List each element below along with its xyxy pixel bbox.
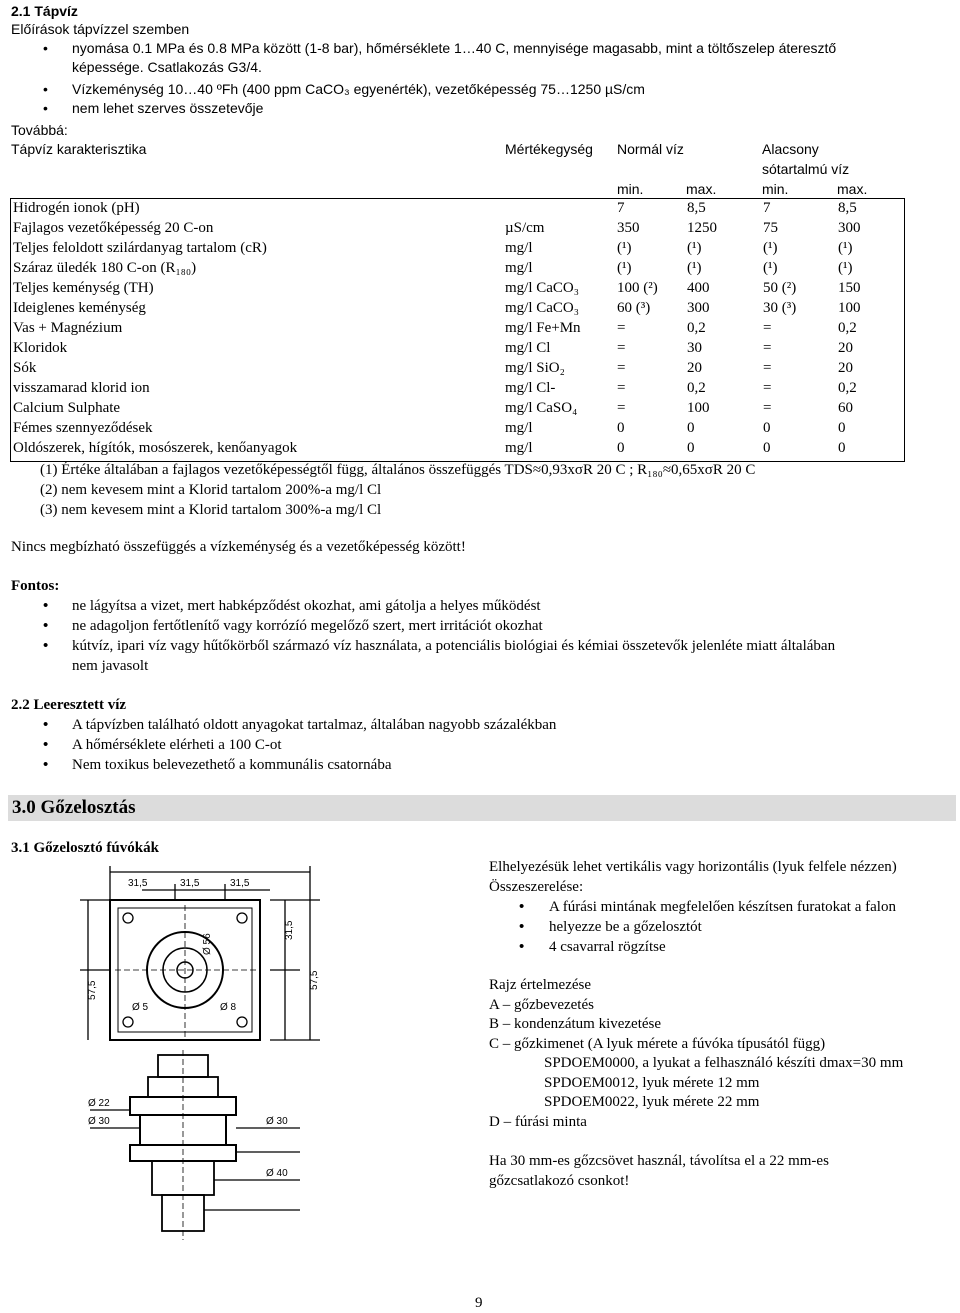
dim-label: Ø 5 [132,1002,149,1013]
bullet-icon: • [43,40,48,56]
table-cell: 20 [687,360,702,376]
table-cell: µS/cm [505,220,545,236]
table-cell: 60 [838,400,853,416]
table-cell: (¹) [687,240,702,256]
table-cell: Fajlagos vezetőképesség 20 C-on [13,220,214,236]
bullet-icon: • [519,898,525,915]
table-row [11,279,904,299]
table-cell: Ideiglenes keménység [13,300,146,316]
water-spec-table [10,198,905,462]
table-cell: Calcium Sulphate [13,400,121,416]
footnote-1: (1) Értéke általában a fajlagos vezetőképességtől függ, általános összefüggés TDS≈0,93xσR 20 C ; R₁₈₀≈0,65xσR 20 C [40,462,756,478]
table-cell: (¹) [838,260,853,276]
fontos-label: Fontos: [11,578,60,594]
table-cell: = [617,340,626,356]
table-cell: 350 [617,220,640,236]
bullet-icon: • [519,938,525,955]
table-cell: 0 [763,440,771,456]
table-cell: = [763,340,772,356]
dim-label: Ø 22 [88,1098,110,1109]
table-row [11,319,904,339]
table-cell: = [763,400,772,416]
table-cell: Teljes keménység (TH) [13,280,154,296]
table-cell: 150 [838,280,861,296]
th-sotartalmu: sótartalmú víz [762,161,850,177]
table-cell: Kloridok [13,340,68,356]
table-cell: 50 (²) [763,280,797,296]
table-cell: (¹) [687,260,702,276]
footnote-3: (3) nem kevesem mint a Klorid tartalom 300%-a mg/l Cl [40,502,382,518]
bullet-icon: • [43,81,48,97]
placement-text: Elhelyezésük lehet vertikális vagy horizontális (lyuk felfele nézzen) [489,859,897,875]
table-cell: 0,2 [838,320,857,336]
nozzle-description: Elhelyezésük lehet vertikális vagy horizontális (lyuk felfele nézzen) Összeszerelése: • A fúrási mintának megfelelően készítsen furatokat a falon • helyezze be a gőzelosztót • 4 csavarral rögzítse [489,857,949,957]
table-cell: 0 [838,440,846,456]
tovabba-label: Továbbá: [11,122,68,138]
dim-label: 31,5 [230,878,250,889]
table-cell: 8,5 [838,200,857,216]
th-min-2: min. [762,181,789,197]
th-min-1: min. [617,181,644,197]
section-title-2-2: 2.2 Leeresztett víz [11,697,127,713]
table-cell: (¹) [763,240,778,256]
table-row [11,379,904,399]
table-cell: = [617,320,626,336]
table-cell: mg/l [505,420,533,436]
table-cell: 400 [687,280,710,296]
table-cell: = [763,380,772,396]
table-row [11,419,904,439]
table-cell: Fémes szennyeződések [13,420,153,436]
table-cell: mg/l [505,440,533,456]
table-row [11,299,904,319]
bullet-icon: • [43,736,49,753]
table-cell: mg/l CaSO₄ [505,400,578,416]
table-cell: Száraz üledék 180 C-on (R₁₈₀) [13,260,197,276]
table-cell: 1250 [687,220,717,236]
nozzle-drawing [70,860,370,1270]
table-cell: 100 [838,300,861,316]
assembly-label: Összeszerelése: [489,879,584,895]
water-spec-rows [11,199,904,459]
section-title-3-0: 3.0 Gőzelosztás [8,795,956,821]
footnotes [40,460,940,520]
table-cell: Teljes feloldott szilárdanyag tartalom (cR) [13,240,267,256]
section-title-3-1: 3.1 Gőzelosztó fúvókák [11,840,159,856]
table-row [11,439,904,459]
drawing-legend: Rajz értelmezése A – gőzbevezetés B – kondenzátum kivezetése C – gőzkimenet (A lyuk mérete a fúvóka típusától függ) SPDOEM0000, a lyukat a felhasználó készíti dmax=30 mm SPDOEM0012, lyuk mérete 12 mm SPDOEM0022, lyuk mérete 22 mm D – fúrási minta [489,977,904,1130]
bullet-icon: • [43,597,49,614]
footnote-2: (2) nem kevesem mint a Klorid tartalom 200%-a mg/l Cl [40,482,382,498]
nincs-note: Nincs megbízható összefüggés a vízkeménység és a vezetőképesség között! [11,539,466,555]
table-cell: = [763,320,772,336]
table-cell: Vas + Magnézium [13,320,123,336]
dim-label: 31,5 [128,878,148,889]
dim-label: Ø 8 [220,1002,237,1013]
table-cell: 300 [838,220,861,236]
table-cell: mg/l Fe+Mn [505,320,581,336]
dim-label: 31,5 [180,878,200,889]
table-cell [503,199,615,219]
section-title-2-1: 2.1 Tápvíz [11,3,78,19]
table-cell: (¹) [617,260,632,276]
page-number: 9 [475,1295,483,1311]
table-cell: 100 (²) [617,280,658,296]
table-cell: mg/l Cl- [505,380,556,396]
table-row [11,259,904,279]
dim-label: 57,5 [309,970,320,990]
table-cell: 0 [763,420,771,436]
leeresztett-list: • A tápvízben található oldott anyagokat tartalmaz, általában nagyobb százalékban • A hőmérséklete elérheti a 100 C-ot • Nem toxikus belevezethető a kommunális csatornába [43,716,557,773]
table-cell: 300 [687,300,710,316]
table-cell: 100 [687,400,710,416]
bullet-icon: • [43,716,49,733]
table-cell: = [617,360,626,376]
table-row [11,199,904,219]
requirements-list: • nyomása 0.1 MPa és 0.8 MPa között (1-8 bar), hőmérséklete 1…40 C, mennyisége magasabb, mint a töltőszelep áteresztő képessége. Csatlakozás G3/4. • Vízkeménység 10…40 ºFh (400 ppm CaCO₃ egyenérték), vezetőképesség 75…1250 µS/cm • nem lehet szerves összetevője [43,40,837,116]
th-alacsony: Alacsony [762,141,819,157]
pipe-note: Ha 30 mm-es gőzcsövet használ, távolítsa el a 22 mm-es gőzcsatlakozó csonkot! [489,1153,829,1189]
table-cell: 8,5 [687,200,706,216]
table-cell: (¹) [617,240,632,256]
dim-label: 57,5 [87,980,98,1000]
th-karakterisztika: Tápvíz karakterisztika [11,141,147,157]
th-max-2: max. [837,181,868,197]
dim-label: Ø 56 [202,933,213,955]
table-cell: mg/l [505,240,533,256]
table-cell: 20 [838,360,853,376]
intro-text: Előírások tápvízzel szemben [11,21,190,37]
table-row [11,359,904,379]
table-row [11,219,904,239]
table-row [11,239,904,259]
table-cell: 60 (³) [617,300,651,316]
th-mertekegyseg: Mértékegység [505,141,593,157]
table-cell: 30 [687,340,702,356]
table-row [11,339,904,359]
table-cell: mg/l Cl [505,340,551,356]
table-cell: 0 [687,440,695,456]
table-cell: 30 (³) [763,300,797,316]
table-cell: Oldószerek, hígítók, mosószerek, kenőanyagok [13,440,298,456]
fontos-list: • ne lágyítsa a vizet, mert habképződést okozhat, ami gátolja a helyes működést • ne adagoljon fertőtlenítő vagy korrózíó megelőző szert, mert irritációt okozhat • kútvíz, ipari víz vagy hűtőkörből származó víz használata, a potenciális biológiai és kémiai összetevők jelenléte miatt általában nem javasolt [43,597,836,674]
dim-label: Ø 40 [266,1168,288,1179]
table-cell: (¹) [763,260,778,276]
table-cell: 20 [838,340,853,356]
table-cell: Hidrogén ionok (pH) [13,200,140,216]
table-cell: (¹) [838,240,853,256]
table-cell: mg/l CaCO₃ [505,280,579,296]
table-cell: visszamarad klorid ion [13,380,150,396]
table-cell: 0 [687,420,695,436]
table-cell: mg/l SiO₂ [505,360,565,376]
th-max-1: max. [686,181,717,197]
table-cell: 0 [617,420,625,436]
table-cell: 7 [617,200,625,216]
table-cell: 75 [763,220,778,236]
bullet-icon: • [519,918,525,935]
bullet-icon: • [43,756,49,773]
dim-label: Ø 30 [88,1116,110,1127]
dim-label: Ø 30 [266,1116,288,1127]
table-cell: = [617,380,626,396]
table-cell: 0 [617,440,625,456]
bullet-icon: • [43,100,48,116]
table-cell: = [763,360,772,376]
table-cell: 7 [763,200,771,216]
th-normal-viz: Normál víz [617,141,684,157]
table-cell: 0,2 [687,320,706,336]
dim-label: 31,5 [284,920,295,940]
table-cell: 0,2 [838,380,857,396]
bullet-icon: • [43,637,49,654]
table-cell: 0,2 [687,380,706,396]
table-cell: Sók [13,360,37,376]
table-cell: mg/l [505,260,533,276]
table-row [11,399,904,419]
table-cell: mg/l CaCO₃ [505,300,579,316]
bullet-icon: • [43,617,49,634]
table-cell: = [617,400,626,416]
table-cell: 0 [838,420,846,436]
